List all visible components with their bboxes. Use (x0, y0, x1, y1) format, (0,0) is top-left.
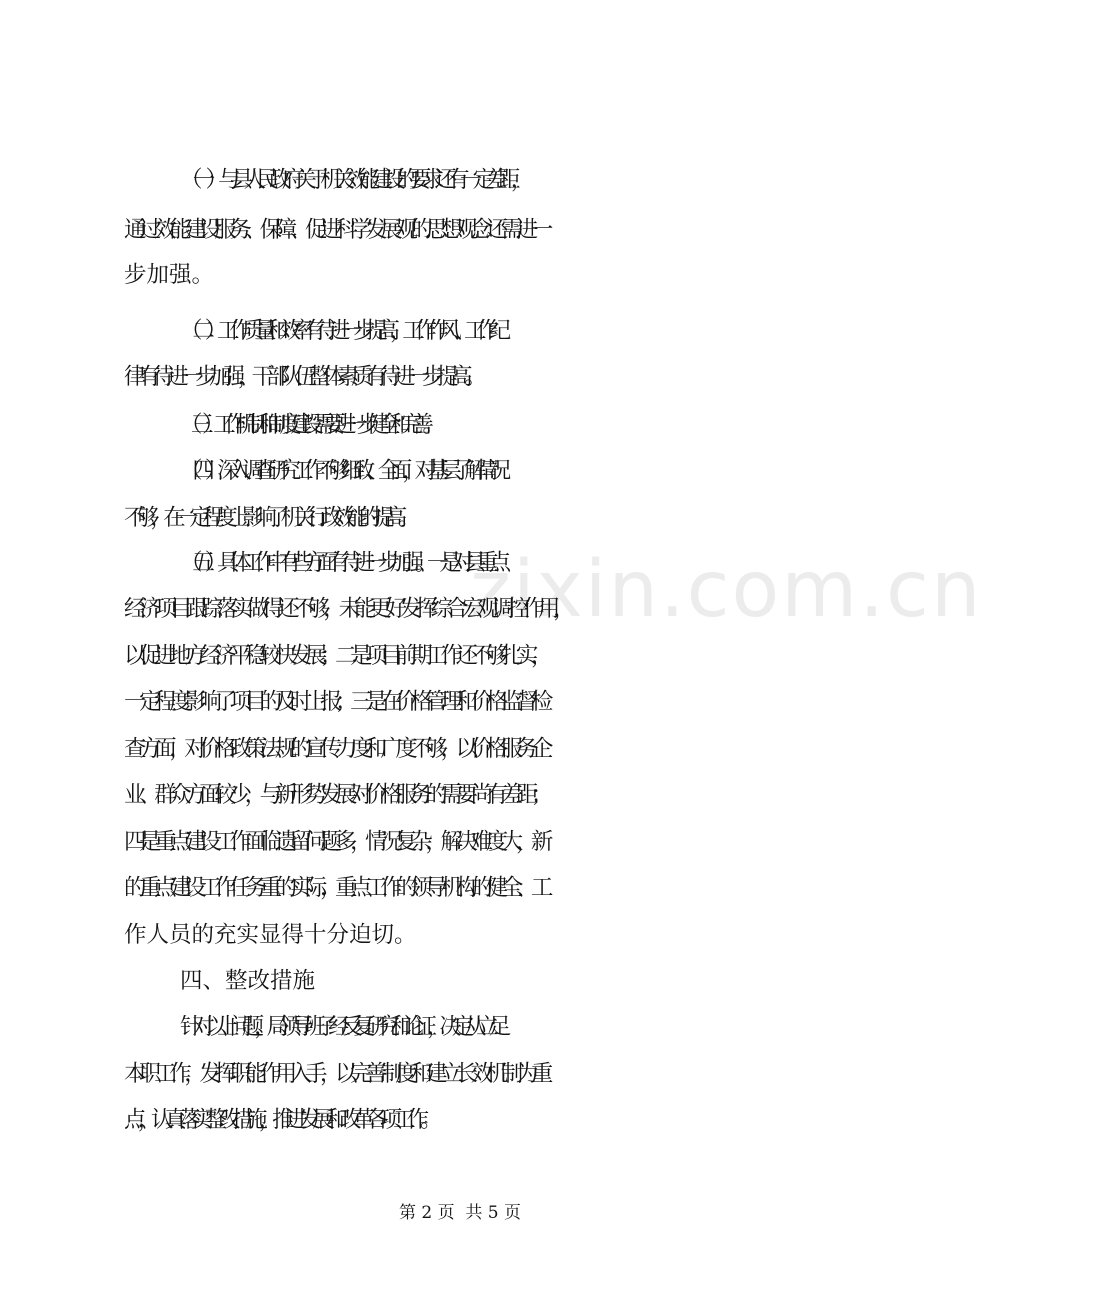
para-5-line-1: （五）具体工作中有些方面有待进一步加强。一是对县重点 (180, 550, 502, 576)
page-footer (0, 1201, 920, 1225)
para-6-line-3: 点，认真落实整改措施，推进发展和改革各项工作。 (124, 1107, 434, 1133)
para-5-line-5: 查方面，对价格政策法规的宣传力度和广度不够，以价格服务企 (124, 736, 547, 762)
para-5-line-4: 一定程度影响了项目的及时上报；三是在价格管理和价格监督检 (124, 689, 547, 715)
para-1-line-3: 步加强。 (124, 262, 215, 288)
para-4-line-1: （四）深入调查研究工作不够细致、全面，对基层了解情况 (180, 458, 502, 484)
para-6-line-2: 本职工作，发挥职能作用入手，以完善制度和建立长效机制为重 (124, 1061, 547, 1087)
watermark: zixin.com.cn (470, 545, 983, 635)
para-5-line-7: 四是重点建设工作面临遗留问题多，情况复杂，解决难度大，新 (124, 829, 547, 855)
para-1-line-1: （一）与县人民政府关于机关效能建设的要求还有一定差距， (180, 167, 524, 193)
para-3-line-1: （三）工作机制和制度建设需要进一步健全和完善。 (180, 412, 434, 438)
para-5-line-6: 业、群众方面较少，与新形势发展对价格服务的需要尚有差距； (124, 782, 547, 808)
para-4-line-2: 不够，在一定程度上影响了机关行政效能的提高。 (124, 505, 412, 531)
para-1-line-2: 通过效能建设服务、保障、促进科学发展观的思想观念还需进一 (124, 217, 547, 243)
para-5-line-2: 经济项目跟踪落实做得还不够，未能更好发挥综合宏观调控作用， (124, 596, 569, 622)
para-2-line-2: 律有待进一步加强，干部队伍整体素质有待进一步提高。 (124, 364, 479, 390)
page-current: 第 2 页 (398, 1203, 455, 1223)
section-heading: 四、整改措施 (180, 968, 316, 994)
para-5-line-8: 的重点建设工作任务重的实际，重点工作的领导机构的健全、工 (124, 875, 547, 901)
para-2-line-1: （二）工作质量和效率有待进一步提高，工作作风、工作纪 (180, 318, 502, 344)
para-6-line-1: 针对以上问题，局领导班子经反复研究和论证，决定从立足 (180, 1014, 502, 1040)
para-5-line-3: 以促进地方经济平稳较快发展；二是项目前期工作还不够扎实， (124, 643, 547, 669)
para-5-line-9: 作人员的充实显得十分迫切。 (124, 922, 417, 948)
page-total: 共 5 页 (465, 1203, 522, 1223)
